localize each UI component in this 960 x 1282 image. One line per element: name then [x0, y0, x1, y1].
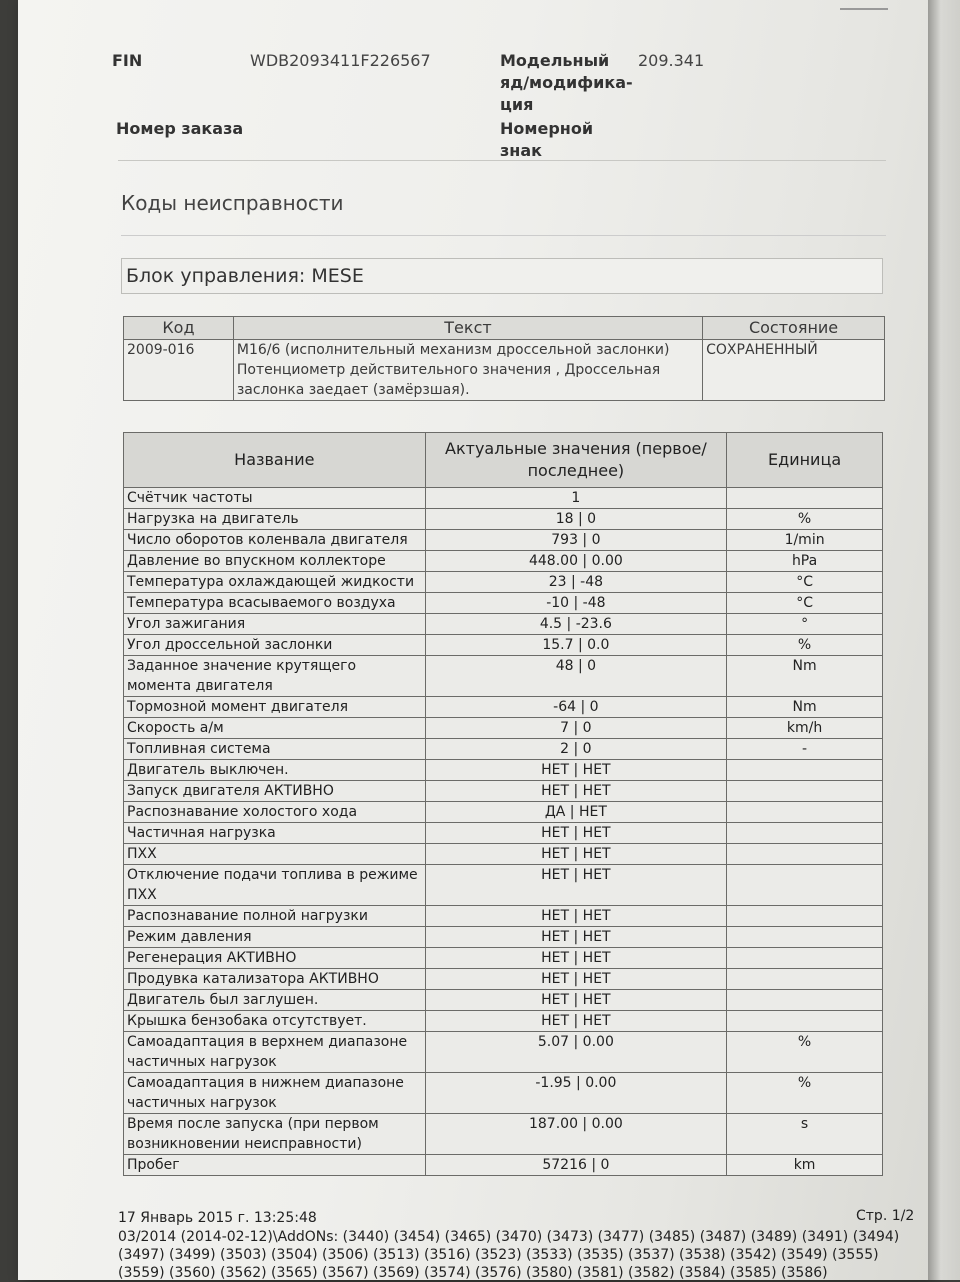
param-name: Двигатель выключен.: [124, 760, 426, 781]
ecu-title: Блок управления: MESE: [126, 265, 364, 287]
model-value: 209.341: [638, 51, 705, 70]
table-row: [124, 1114, 883, 1155]
model-label-line1: Модельный: [500, 51, 610, 70]
column-header-text: Текст: [233, 317, 702, 340]
param-unit: km/h: [727, 718, 883, 739]
param-value: 5.07 | 0.00: [425, 1032, 727, 1073]
param-unit: [727, 865, 883, 906]
param-value: ДА | НЕТ: [425, 802, 727, 823]
order-number-label: Номер заказа: [116, 119, 244, 138]
param-name: Число оборотов коленвала двигателя: [124, 530, 426, 551]
param-unit: [727, 781, 883, 802]
param-unit: s: [727, 1114, 883, 1155]
param-value: НЕТ | НЕТ: [425, 906, 727, 927]
param-value: 2 | 0: [425, 739, 727, 760]
param-unit: [727, 906, 883, 927]
param-unit: °C: [727, 593, 883, 614]
fault-codes-table: [123, 316, 885, 401]
fault-code: 2009-016: [124, 340, 234, 401]
param-value: 15.7 | 0.0: [425, 635, 727, 656]
column-header-unit: Единица: [727, 433, 883, 488]
fin-label: FIN: [112, 51, 143, 70]
fault-row: [124, 340, 885, 401]
param-name: Давление во впускном коллекторе: [124, 551, 426, 572]
table-row: [124, 551, 883, 572]
param-unit: °C: [727, 572, 883, 593]
plate-label-line2: знак: [500, 141, 543, 160]
param-unit: [727, 844, 883, 865]
table-row: [124, 530, 883, 551]
table-row: [124, 990, 883, 1011]
param-unit: %: [727, 509, 883, 530]
param-unit: %: [727, 1032, 883, 1073]
column-header-name: Название: [124, 433, 426, 488]
table-row: [124, 1073, 883, 1114]
document-page: [18, 0, 928, 1280]
param-name: Частичная нагрузка: [124, 823, 426, 844]
param-name: Время после запуска (при первом возникновении неисправности): [124, 1114, 426, 1155]
param-unit: -: [727, 739, 883, 760]
param-name: Топливная система: [124, 739, 426, 760]
table-row: [124, 739, 883, 760]
corner-mark: [840, 8, 888, 10]
param-value: НЕТ | НЕТ: [425, 844, 727, 865]
param-unit: [727, 969, 883, 990]
param-name: Режим давления: [124, 927, 426, 948]
param-value: НЕТ | НЕТ: [425, 969, 727, 990]
table-row: [124, 865, 883, 906]
param-unit: [727, 488, 883, 509]
table-row: [124, 1155, 883, 1176]
param-value: 57216 | 0: [425, 1155, 727, 1176]
param-name: Самоадаптация в нижнем диапазоне частичных нагрузок: [124, 1073, 426, 1114]
param-unit: Nm: [727, 656, 883, 697]
table-row: [124, 1011, 883, 1032]
table-row: [124, 823, 883, 844]
param-unit: Nm: [727, 697, 883, 718]
param-name: Температура всасываемого воздуха: [124, 593, 426, 614]
header-divider: [118, 160, 886, 161]
ecu-title-box: [121, 258, 883, 294]
fault-text: M16/6 (исполнительный механизм дроссельной заслонки) Потенциометр действительного значения , Дроссельная заслонка заедает (замёрзшая).: [233, 340, 702, 401]
model-label-line3: ция: [500, 95, 534, 114]
param-value: 48 | 0: [425, 656, 727, 697]
param-value: НЕТ | НЕТ: [425, 781, 727, 802]
param-unit: [727, 823, 883, 844]
param-name: Крышка бензобака отсутствует.: [124, 1011, 426, 1032]
param-name: Пробег: [124, 1155, 426, 1176]
plate-label-line1: Номерной: [500, 119, 594, 138]
param-unit: [727, 927, 883, 948]
table-row: [124, 697, 883, 718]
page-number: Стр. 1/2: [856, 1208, 915, 1224]
param-unit: [727, 948, 883, 969]
table-row: [124, 635, 883, 656]
param-value: -1.95 | 0.00: [425, 1073, 727, 1114]
column-header-status: Состояние: [703, 317, 885, 340]
param-unit: [727, 760, 883, 781]
param-name: ПХХ: [124, 844, 426, 865]
table-row: [124, 760, 883, 781]
background-edge: [928, 0, 960, 1280]
values-table-header: [124, 433, 883, 488]
table-row: [124, 488, 883, 509]
column-header-code: Код: [124, 317, 234, 340]
param-name: Заданное значение крутящего момента двигателя: [124, 656, 426, 697]
param-value: 793 | 0: [425, 530, 727, 551]
param-name: Тормозной момент двигателя: [124, 697, 426, 718]
table-row: [124, 593, 883, 614]
param-name: Скорость а/м: [124, 718, 426, 739]
table-row: [124, 509, 883, 530]
param-name: Отключение подачи топлива в режиме ПХХ: [124, 865, 426, 906]
param-unit: km: [727, 1155, 883, 1176]
param-value: 23 | -48: [425, 572, 727, 593]
param-value: НЕТ | НЕТ: [425, 865, 727, 906]
vehicle-header: [18, 50, 928, 168]
param-value: НЕТ | НЕТ: [425, 927, 727, 948]
model-label-line2: яд/модифика-: [500, 73, 633, 92]
param-name: Угол дроссельной заслонки: [124, 635, 426, 656]
param-value: НЕТ | НЕТ: [425, 823, 727, 844]
param-name: Распознавание холостого хода: [124, 802, 426, 823]
param-name: Температура охлаждающей жидкости: [124, 572, 426, 593]
table-row: [124, 844, 883, 865]
param-name: Продувка катализатора АКТИВНО: [124, 969, 426, 990]
param-value: 187.00 | 0.00: [425, 1114, 727, 1155]
param-value: 18 | 0: [425, 509, 727, 530]
param-unit: [727, 802, 883, 823]
table-row: [124, 718, 883, 739]
param-name: Двигатель был заглушен.: [124, 990, 426, 1011]
table-row: [124, 802, 883, 823]
table-row: [124, 781, 883, 802]
table-row: [124, 614, 883, 635]
param-unit: %: [727, 635, 883, 656]
fault-table-header: [124, 317, 885, 340]
param-unit: %: [727, 1073, 883, 1114]
table-row: [124, 948, 883, 969]
param-value: -10 | -48: [425, 593, 727, 614]
param-name: Счётчик частоты: [124, 488, 426, 509]
param-value: НЕТ | НЕТ: [425, 948, 727, 969]
print-date: 17 Январь 2015 г. 13:25:48: [118, 1210, 317, 1226]
param-value: НЕТ | НЕТ: [425, 760, 727, 781]
param-unit: 1/min: [727, 530, 883, 551]
table-row: [124, 906, 883, 927]
fault-status: СОХРАНЕННЫЙ: [703, 340, 885, 401]
table-row: [124, 1032, 883, 1073]
table-row: [124, 572, 883, 593]
param-unit: [727, 990, 883, 1011]
param-name: Регенерация АКТИВНО: [124, 948, 426, 969]
param-name: Угол зажигания: [124, 614, 426, 635]
param-value: 4.5 | -23.6: [425, 614, 727, 635]
param-unit: hPa: [727, 551, 883, 572]
param-value: НЕТ | НЕТ: [425, 990, 727, 1011]
param-value: 7 | 0: [425, 718, 727, 739]
table-row: [124, 656, 883, 697]
param-value: 448.00 | 0.00: [425, 551, 727, 572]
param-name: Распознавание полной нагрузки: [124, 906, 426, 927]
fin-value: WDB2093411F226567: [250, 51, 431, 70]
column-header-values: Актуальные значения (первое/последнее): [425, 433, 727, 488]
param-name: Нагрузка на двигатель: [124, 509, 426, 530]
param-unit: [727, 1011, 883, 1032]
addons-list: 03/2014 (2014-02-12)\AddONs: (3440) (3454) (3465) (3470) (3473) (3477) (3485) (3487) (3489) (3491) (3494) (3497) (3499) (3503) (3504) (3506) (3513) (3516) (3523) (3533) (3535) (3537) (3538) (3542) (3549) (3555) (3559) (3560) (3562) (3565) (3567) (3569) (3574) (3576) (3580) (3581) (3582) (3584) (3585) (3586): [118, 1229, 900, 1281]
param-unit: °: [727, 614, 883, 635]
actual-values-table: [123, 432, 883, 1176]
param-value: 1: [425, 488, 727, 509]
section-title: Коды неисправности: [121, 191, 344, 215]
param-name: Запуск двигателя АКТИВНО: [124, 781, 426, 802]
section-divider: [121, 235, 886, 236]
param-name: Самоадаптация в верхнем диапазоне частичных нагрузок: [124, 1032, 426, 1073]
param-value: -64 | 0: [425, 697, 727, 718]
table-row: [124, 927, 883, 948]
table-row: [124, 969, 883, 990]
param-value: НЕТ | НЕТ: [425, 1011, 727, 1032]
